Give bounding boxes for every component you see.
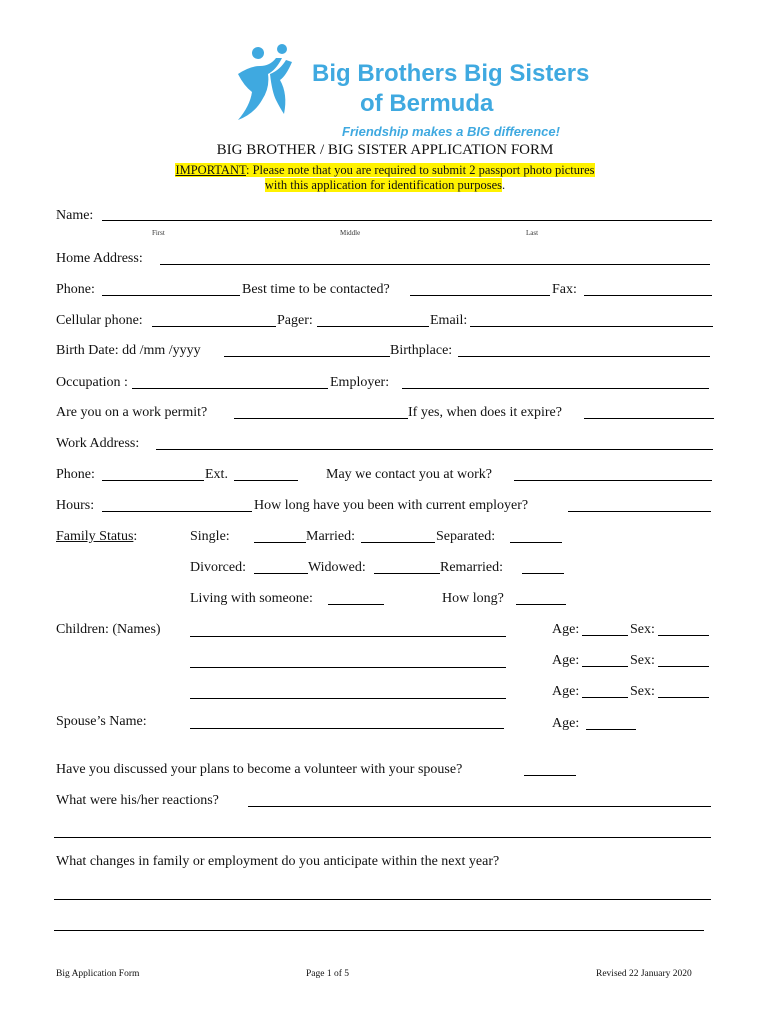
widowed-label: Widowed: — [308, 560, 366, 575]
birthplace-label: Birthplace: — [390, 343, 453, 358]
logo-name-line1: Big Brothers Big Sisters — [312, 60, 590, 87]
changes-field-line2[interactable] — [54, 930, 704, 931]
email-field[interactable] — [470, 326, 713, 327]
best-time-field[interactable] — [410, 295, 550, 296]
hours-label: Hours: — [56, 498, 95, 513]
work-permit-label: Are you on a work permit? — [56, 405, 208, 420]
logo-tagline: Friendship makes a BIG difference! — [342, 124, 560, 139]
notice-text1: : Please note that you are required to submit 2 passport photo pictures — [246, 163, 595, 177]
spouse-age-field[interactable] — [586, 729, 636, 730]
fax-label: Fax: — [552, 282, 577, 297]
phone-field[interactable] — [102, 295, 240, 296]
living-with-label: Living with someone: — [190, 591, 313, 606]
child1-name-field[interactable] — [190, 636, 506, 637]
pager-label: Pager: — [277, 313, 313, 328]
footer-left: Big Application Form — [56, 969, 140, 979]
permit-expire-label: If yes, when does it expire? — [408, 405, 562, 420]
reactions-field-line2[interactable] — [54, 837, 711, 838]
child2-age-field[interactable] — [582, 666, 628, 667]
important-notice-line1 — [0, 162, 770, 178]
child1-age-label: Age: — [552, 622, 580, 637]
ext-field[interactable] — [234, 480, 298, 481]
logo-figures-icon — [230, 44, 300, 124]
reactions-field[interactable] — [248, 806, 711, 807]
how-long-employer-label: How long have you been with current employer? — [254, 498, 529, 513]
how-long-field[interactable] — [516, 604, 566, 605]
contact-work-label: May we contact you at work? — [326, 467, 492, 482]
ext-label: Ext. — [205, 467, 228, 482]
married-label: Married: — [306, 529, 355, 544]
occupation-label: Occupation : — [56, 375, 128, 390]
name-field[interactable] — [102, 220, 712, 221]
child2-age-label: Age: — [552, 653, 580, 668]
children-label: Children: (Names) — [56, 622, 161, 637]
child2-sex-field[interactable] — [658, 666, 709, 667]
form-title: BIG BROTHER / BIG SISTER APPLICATION FORM — [216, 142, 554, 158]
divorced-label: Divorced: — [190, 560, 246, 575]
pager-field[interactable] — [317, 326, 429, 327]
child3-age-label: Age: — [552, 684, 580, 699]
family-status-text: Family Status — [56, 529, 134, 544]
separated-label: Separated: — [436, 529, 496, 544]
single-field[interactable] — [254, 542, 306, 543]
changes-field-line1[interactable] — [54, 899, 711, 900]
child1-sex-field[interactable] — [658, 635, 709, 636]
contact-work-field[interactable] — [514, 480, 712, 481]
birth-date-label: Birth Date: dd /mm /yyyy — [56, 343, 201, 358]
spouse-name-label: Spouse’s Name: — [56, 714, 147, 729]
spouse-age-label: Age: — [552, 716, 580, 731]
important-notice-line2 — [0, 177, 770, 193]
notice-period: . — [501, 178, 506, 192]
child1-sex-label: Sex: — [630, 622, 655, 637]
work-phone-field[interactable] — [102, 480, 204, 481]
first-sublabel: First — [152, 229, 165, 237]
hours-field[interactable] — [102, 511, 252, 512]
reactions-label: What were his/her reactions? — [56, 793, 219, 808]
married-field[interactable] — [361, 542, 435, 543]
birthplace-field[interactable] — [458, 356, 710, 357]
notice-text2: with this application for identification purposes — [264, 178, 502, 192]
remarried-field[interactable] — [522, 573, 564, 574]
child3-age-field[interactable] — [582, 697, 628, 698]
middle-sublabel: Middle — [340, 229, 361, 237]
work-permit-field[interactable] — [234, 418, 408, 419]
email-label: Email: — [430, 313, 468, 328]
how-long-label: How long? — [442, 591, 504, 606]
widowed-field[interactable] — [374, 573, 440, 574]
work-address-field[interactable] — [156, 449, 713, 450]
separated-field[interactable] — [510, 542, 562, 543]
discussed-field[interactable] — [524, 775, 576, 776]
work-phone-label: Phone: — [56, 467, 95, 482]
fax-field[interactable] — [584, 295, 712, 296]
footer-page: Page 1 of 5 — [306, 969, 350, 979]
single-label: Single: — [190, 529, 230, 544]
living-with-field[interactable] — [328, 604, 384, 605]
employer-label: Employer: — [330, 375, 390, 390]
child3-name-field[interactable] — [190, 698, 506, 699]
birth-date-field[interactable] — [224, 356, 390, 357]
name-label: Name: — [56, 208, 94, 223]
home-address-label: Home Address: — [56, 251, 143, 266]
divorced-field[interactable] — [254, 573, 308, 574]
last-sublabel: Last — [526, 229, 539, 237]
best-time-label: Best time to be contacted? — [242, 282, 390, 297]
family-status-colon: : — [133, 529, 138, 544]
child1-age-field[interactable] — [582, 635, 628, 636]
remarried-label: Remarried: — [440, 560, 503, 575]
discussed-label: Have you discussed your plans to become a volunteer with your spouse? — [56, 762, 463, 777]
permit-expire-field[interactable] — [584, 418, 714, 419]
child3-sex-label: Sex: — [630, 684, 655, 699]
family-status-label — [56, 529, 137, 545]
child3-sex-field[interactable] — [658, 697, 709, 698]
changes-label: What changes in family or employment do you anticipate within the next year? — [56, 854, 500, 869]
important-label: IMPORTANT — [175, 163, 246, 177]
phone-label: Phone: — [56, 282, 95, 297]
footer-revised: Revised 22 January 2020 — [596, 969, 692, 979]
occupation-field[interactable] — [132, 388, 328, 389]
work-address-label: Work Address: — [56, 436, 140, 451]
employer-field[interactable] — [402, 388, 709, 389]
spouse-name-field[interactable] — [190, 728, 504, 729]
cellular-label: Cellular phone: — [56, 313, 143, 328]
child2-sex-label: Sex: — [630, 653, 655, 668]
how-long-employer-field[interactable] — [568, 511, 711, 512]
child2-name-field[interactable] — [190, 667, 506, 668]
cellular-field[interactable] — [152, 326, 276, 327]
home-address-field[interactable] — [160, 264, 710, 265]
logo-name-line2: of Bermuda — [360, 90, 494, 117]
